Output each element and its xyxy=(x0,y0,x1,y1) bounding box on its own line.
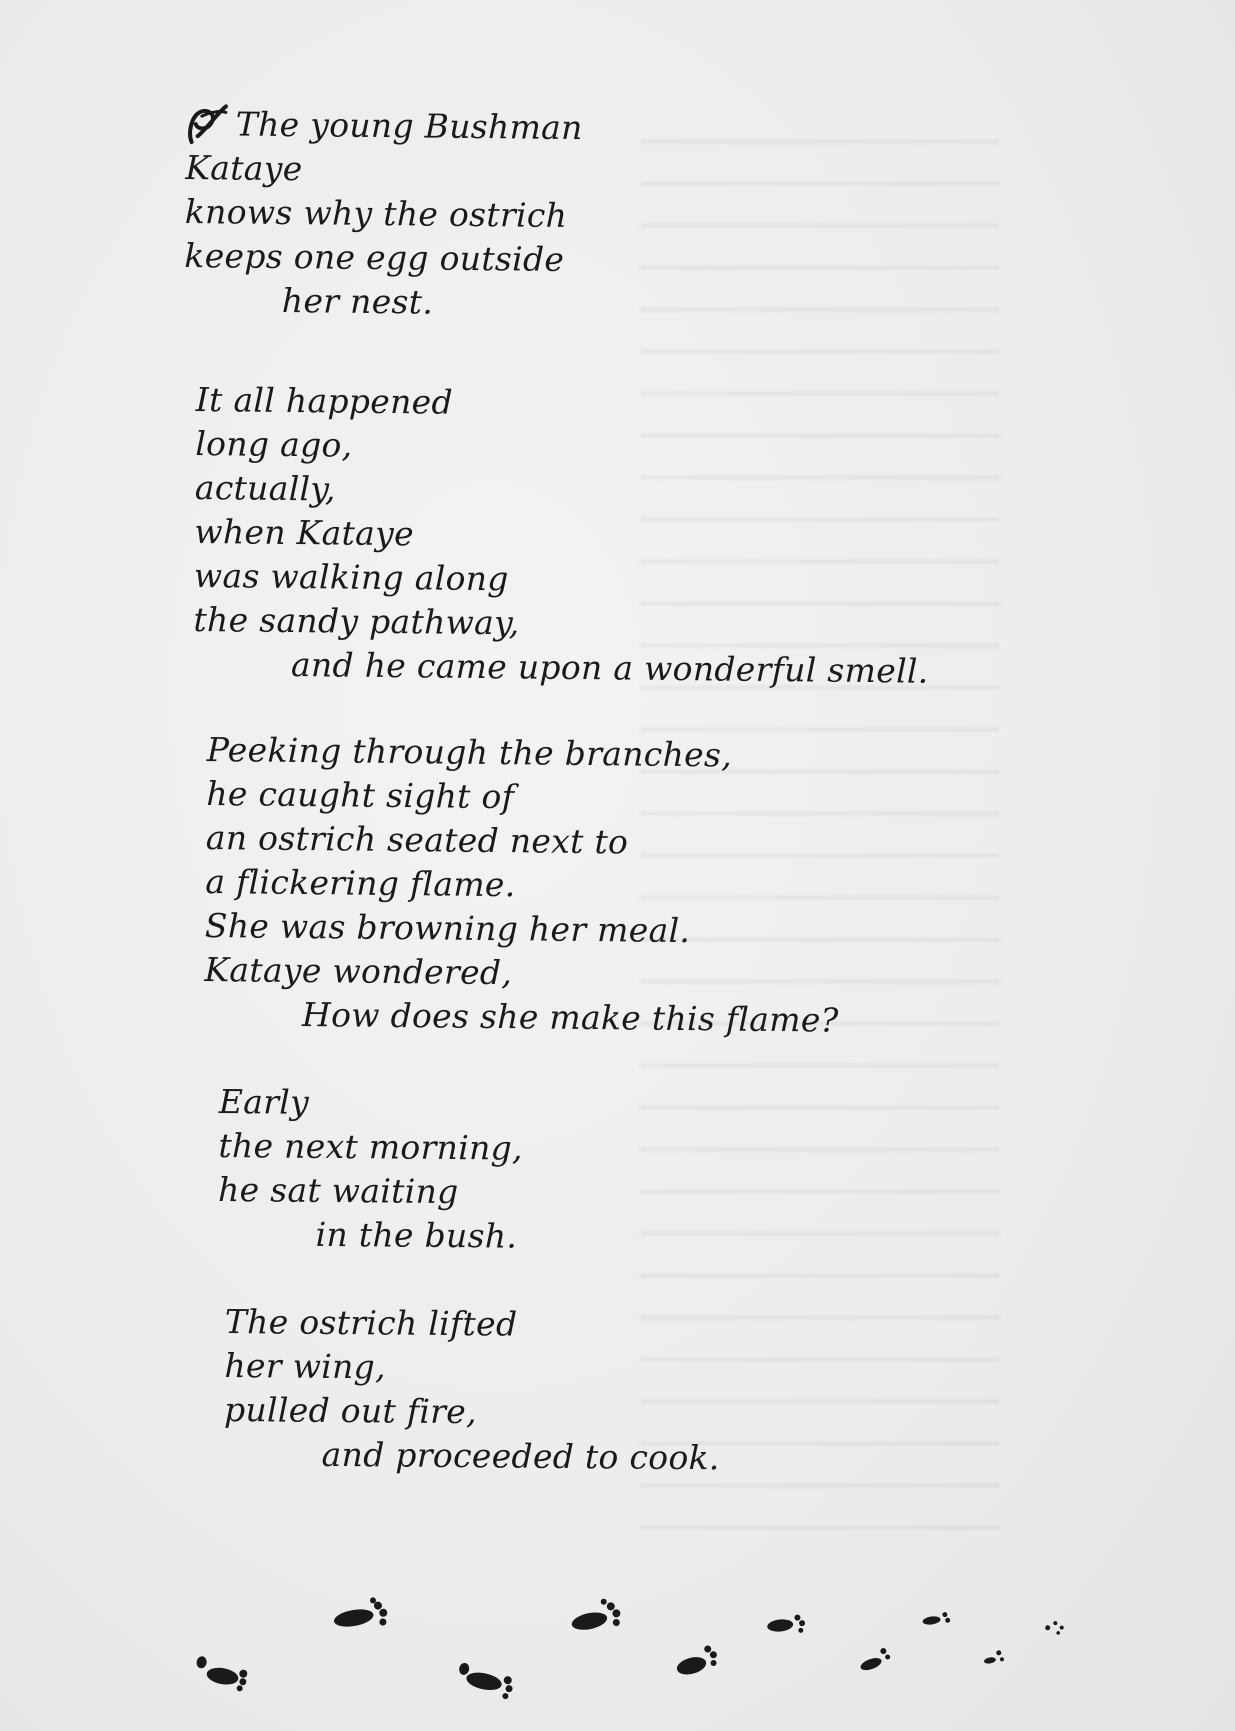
footprint-3 xyxy=(455,1662,516,1700)
stanza-5-line-1: The ostrich lifted xyxy=(224,1301,518,1344)
stanza-3-line-1: Peeking through the branches, xyxy=(206,729,733,775)
footprint-9 xyxy=(983,1650,1005,1665)
stanza-4-line-3: he sat waiting xyxy=(217,1169,459,1212)
stanza-5-line-2: her wing, xyxy=(224,1345,387,1387)
stanza-3 xyxy=(204,728,842,1043)
stanza-2 xyxy=(193,378,932,694)
stanza-4-line-1: Early xyxy=(218,1081,310,1122)
stanza-2-line-3: actually, xyxy=(194,467,336,509)
footprint-10 xyxy=(1045,1620,1065,1635)
stanza-4-line-4: in the bush. xyxy=(315,1214,518,1256)
stanza-2-line-7: and he came upon a wonderful smell. xyxy=(290,645,929,691)
stanza-1-line-3: knows why the ostrich xyxy=(184,191,568,235)
stanza-1-line-1-text: The young Bushman xyxy=(235,104,583,148)
stanza-4-line-2: the next morning, xyxy=(218,1125,523,1168)
stanza-2-line-1: It all happened xyxy=(195,379,454,422)
stanza-5 xyxy=(223,1300,721,1480)
stanza-3-line-4: a flickering flame. xyxy=(205,861,516,905)
stanza-3-line-3: an ostrich seated next to xyxy=(205,817,629,862)
stanza-2-line-5: was walking along xyxy=(193,555,509,599)
footprint-7 xyxy=(857,1647,892,1673)
stanza-1-line-4: keeps one egg outside xyxy=(184,235,565,279)
footprint-6 xyxy=(766,1614,806,1636)
ornament-glyph-icon xyxy=(186,102,232,146)
stanza-1 xyxy=(184,102,583,326)
stanza-3-line-6: Kataye wondered, xyxy=(204,949,513,993)
stanza-3-line-2: he caught sight of xyxy=(206,773,515,817)
footprint-8 xyxy=(922,1611,951,1626)
stanza-1-line-2: Kataye xyxy=(185,147,303,189)
stanza-2-line-6: the sandy pathway, xyxy=(193,599,520,643)
stanza-1-line-1 xyxy=(186,102,583,150)
footprint-5 xyxy=(673,1644,720,1678)
footprint-1 xyxy=(193,1656,250,1693)
stanza-3-line-7: How does she make this flame? xyxy=(301,995,839,1040)
stanza-2-line-2: long ago, xyxy=(195,423,353,465)
stanza-5-line-3: pulled out fire, xyxy=(223,1389,478,1432)
footprint-2 xyxy=(331,1595,389,1633)
stanza-3-line-5: She was browning her meal. xyxy=(204,905,691,951)
stanza-5-line-4: and proceeded to cook. xyxy=(321,1434,720,1478)
footprints-trail-icon xyxy=(180,1590,1100,1710)
footprint-4 xyxy=(568,1596,623,1635)
stanza-1-line-5: her nest. xyxy=(281,281,434,322)
stanza-4 xyxy=(217,1080,523,1259)
stanza-2-line-4: when Kataye xyxy=(194,511,415,554)
